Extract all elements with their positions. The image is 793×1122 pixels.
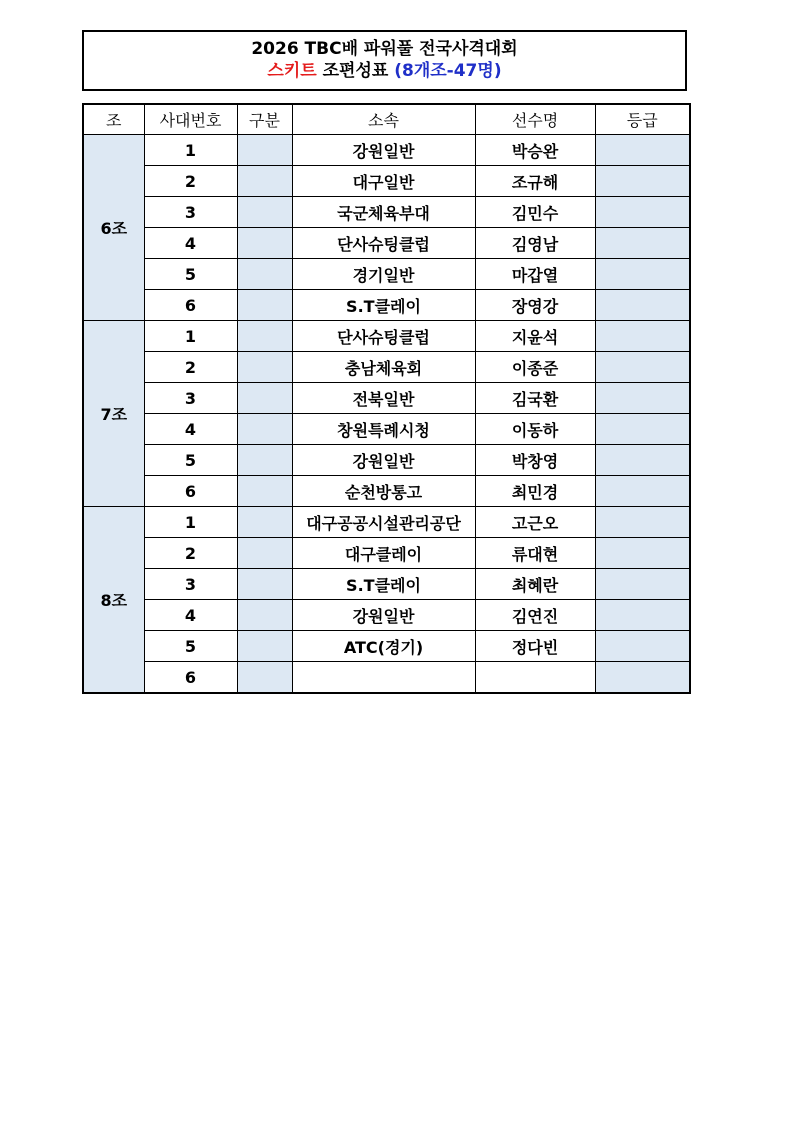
team-cell: 창원특례시청: [292, 414, 475, 445]
grade-cell: [595, 445, 690, 476]
grade-cell: [595, 321, 690, 352]
team-cell: S.T클레이: [292, 290, 475, 321]
player-cell: 조규해: [475, 166, 595, 197]
team-cell: 강원일반: [292, 135, 475, 166]
title-box: [82, 30, 687, 91]
document-title: 2026 TBC배 파워풀 전국사격대회: [251, 39, 518, 59]
grade-cell: [595, 476, 690, 507]
player-cell: 김연진: [475, 600, 595, 631]
table-row: [83, 662, 690, 694]
roster-body: [83, 135, 690, 694]
player-cell: 박창영: [475, 445, 595, 476]
type-cell: [237, 228, 292, 259]
roster-table: [82, 103, 691, 694]
table-row: [83, 290, 690, 321]
team-cell: 강원일반: [292, 600, 475, 631]
type-cell: [237, 445, 292, 476]
type-cell: [237, 135, 292, 166]
summary-open: (: [394, 61, 402, 81]
team-cell: 순천방통고: [292, 476, 475, 507]
team-cell: [292, 662, 475, 694]
event-name: 스키트: [267, 61, 317, 81]
table-row: [83, 197, 690, 228]
type-cell: [237, 662, 292, 694]
type-cell: [237, 476, 292, 507]
header-row: [83, 104, 690, 135]
team-cell: 단사슈팅클럽: [292, 228, 475, 259]
table-row: [83, 538, 690, 569]
table-row: [83, 569, 690, 600]
type-cell: [237, 569, 292, 600]
header-group: 조: [83, 104, 144, 135]
grade-cell: [595, 197, 690, 228]
type-cell: [237, 259, 292, 290]
lane-number: 2: [144, 538, 237, 569]
header-team: 소속: [292, 104, 475, 135]
player-cell: [475, 662, 595, 694]
lane-number: 1: [144, 135, 237, 166]
lane-number: 2: [144, 352, 237, 383]
type-cell: [237, 600, 292, 631]
header-grade: 등급: [595, 104, 690, 135]
type-cell: [237, 631, 292, 662]
lane-number: 3: [144, 197, 237, 228]
team-cell: 전북일반: [292, 383, 475, 414]
type-cell: [237, 290, 292, 321]
team-cell: ATC(경기): [292, 631, 475, 662]
table-row: [83, 166, 690, 197]
summary-count: 8개조-47명: [402, 61, 494, 81]
lane-number: 5: [144, 631, 237, 662]
header-player: 선수명: [475, 104, 595, 135]
player-cell: 정다빈: [475, 631, 595, 662]
team-cell: 대구일반: [292, 166, 475, 197]
player-cell: 박승완: [475, 135, 595, 166]
document-subtitle: [84, 60, 685, 82]
table-row: [83, 476, 690, 507]
player-cell: 김민수: [475, 197, 595, 228]
team-cell: 국군체육부대: [292, 197, 475, 228]
table-row: [83, 507, 690, 538]
grade-cell: [595, 352, 690, 383]
header-type: 구분: [237, 104, 292, 135]
grade-cell: [595, 538, 690, 569]
lane-number: 3: [144, 383, 237, 414]
grade-cell: [595, 135, 690, 166]
type-cell: [237, 507, 292, 538]
type-cell: [237, 538, 292, 569]
table-row: [83, 414, 690, 445]
lane-number: 3: [144, 569, 237, 600]
team-cell: 경기일반: [292, 259, 475, 290]
roster-label: 조편성표: [322, 61, 389, 81]
player-cell: 김영남: [475, 228, 595, 259]
lane-number: 6: [144, 476, 237, 507]
type-cell: [237, 352, 292, 383]
player-cell: 류대현: [475, 538, 595, 569]
lane-number: 6: [144, 662, 237, 694]
type-cell: [237, 197, 292, 228]
grade-cell: [595, 383, 690, 414]
grade-cell: [595, 507, 690, 538]
group-label: 8조: [83, 507, 144, 694]
summary-close: ): [493, 61, 502, 81]
lane-number: 1: [144, 321, 237, 352]
type-cell: [237, 383, 292, 414]
player-cell: 마갑열: [475, 259, 595, 290]
player-cell: 최혜란: [475, 569, 595, 600]
player-cell: 이동하: [475, 414, 595, 445]
player-cell: 고근오: [475, 507, 595, 538]
player-cell: 최민경: [475, 476, 595, 507]
group-label: 6조: [83, 135, 144, 321]
grade-cell: [595, 569, 690, 600]
table-row: [83, 228, 690, 259]
grade-cell: [595, 290, 690, 321]
table-row: [83, 135, 690, 166]
grade-cell: [595, 166, 690, 197]
table-row: [83, 600, 690, 631]
player-cell: 이종준: [475, 352, 595, 383]
team-cell: 충남체육회: [292, 352, 475, 383]
type-cell: [237, 321, 292, 352]
group-label: 7조: [83, 321, 144, 507]
team-cell: 대구공공시설관리공단: [292, 507, 475, 538]
type-cell: [237, 166, 292, 197]
lane-number: 5: [144, 259, 237, 290]
player-cell: 지윤석: [475, 321, 595, 352]
grade-cell: [595, 259, 690, 290]
lane-number: 5: [144, 445, 237, 476]
type-cell: [237, 414, 292, 445]
grade-cell: [595, 631, 690, 662]
table-row: [83, 631, 690, 662]
team-cell: 강원일반: [292, 445, 475, 476]
grade-cell: [595, 414, 690, 445]
player-cell: 장영강: [475, 290, 595, 321]
grade-cell: [595, 600, 690, 631]
table-row: [83, 321, 690, 352]
team-cell: S.T클레이: [292, 569, 475, 600]
grade-cell: [595, 662, 690, 694]
lane-number: 1: [144, 507, 237, 538]
lane-number: 4: [144, 414, 237, 445]
lane-number: 4: [144, 600, 237, 631]
lane-number: 6: [144, 290, 237, 321]
table-row: [83, 383, 690, 414]
grade-cell: [595, 228, 690, 259]
table-row: [83, 445, 690, 476]
header-lane: 사대번호: [144, 104, 237, 135]
team-cell: 단사슈팅클럽: [292, 321, 475, 352]
lane-number: 4: [144, 228, 237, 259]
player-cell: 김국환: [475, 383, 595, 414]
team-cell: 대구클레이: [292, 538, 475, 569]
table-row: [83, 259, 690, 290]
lane-number: 2: [144, 166, 237, 197]
table-row: [83, 352, 690, 383]
